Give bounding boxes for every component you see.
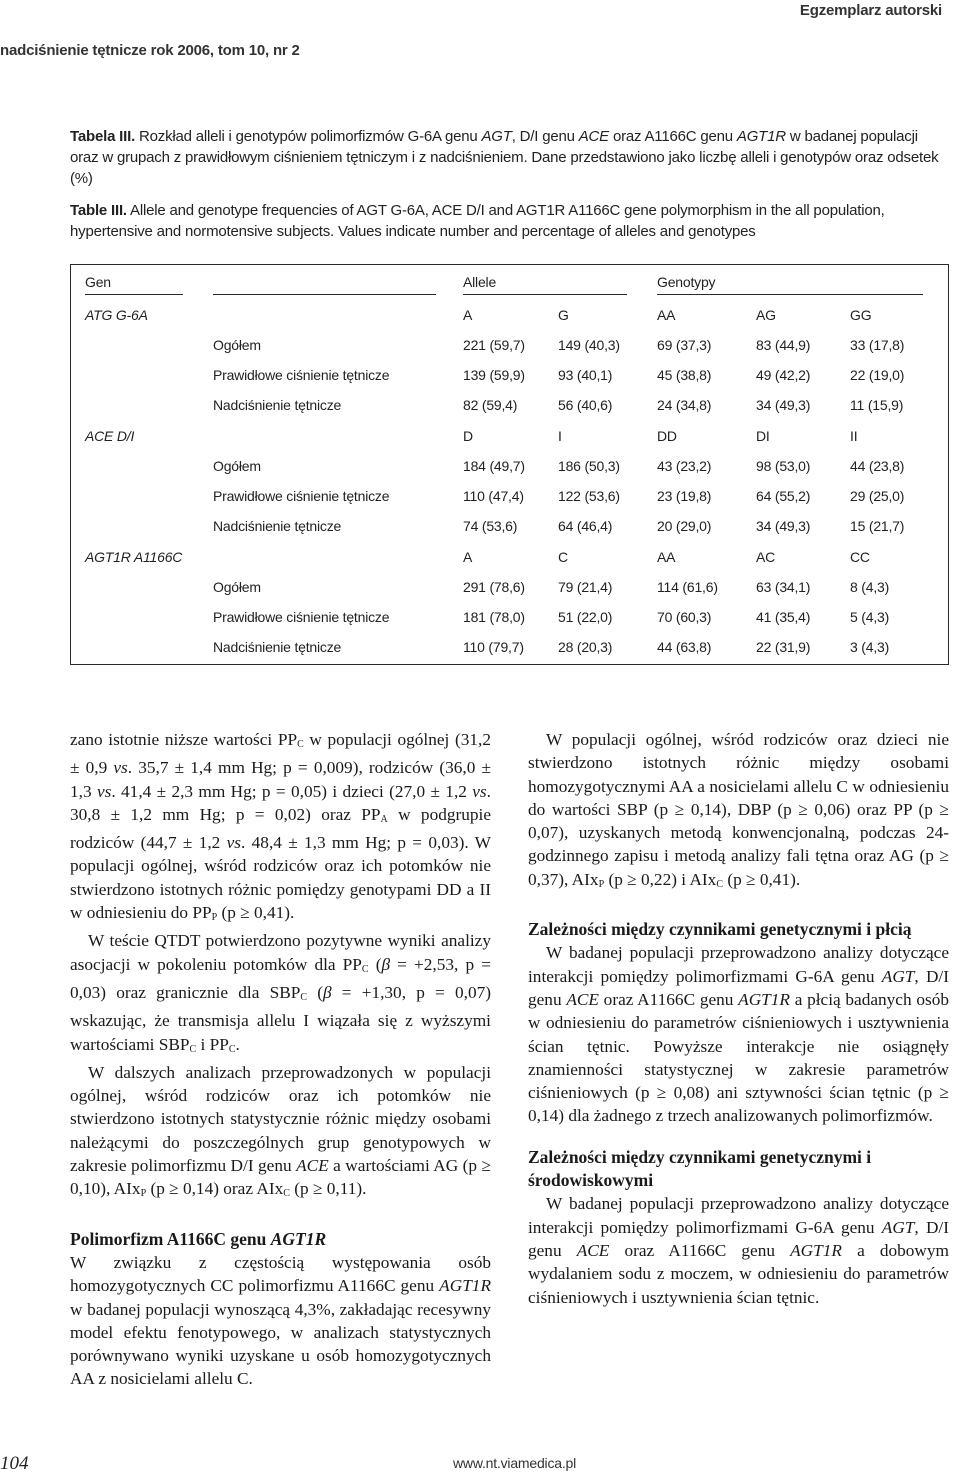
table-rule xyxy=(85,294,183,295)
paragraph: W populacji ogólnej, wśród rodziców oraz dzieci nie stwierdzono istotnych różnic między osobami homozygotycznymi AA a nosicielami allelu C w odniesieniu do wartości SBP (p ≥ 0,14), DBP (p ≥ 0,06) oraz PP (p ≥ 0,07), uzyskanych metodą konwencjonalną, podczas 24-godzinnego zapisu i metodą analizy fali tętna oraz AG (p ≥ 0,37), AIx$_P$ (p ≥ 0,22) i AIx$_C$ (p ≥ 0,41). xyxy=(528,730,949,890)
paragraph: W związku z częstością występowania osób homozygotycznych CC polimorfizmu A1166C genu AGT1R w badanej populacji wynoszącą 4,3%, zakładając recesywny model efektu fenotypowego, w analizach statystycznych porównywano wyniki uzyskane u osób homozygotycznych AA z nosicielami allelu C. xyxy=(70,1252,491,1389)
table-cell: 20 (29,0) xyxy=(657,518,712,534)
table-row-group: Ogółem xyxy=(213,579,261,595)
caption-label: Tabela III. xyxy=(70,128,136,145)
table-cell: 149 (40,3) xyxy=(558,337,620,353)
paragraph: zano istotnie niższe wartości $PP_C$ w populacji ogólnej (31,2 ± 0,9 vs. 35,7 ± 1,4 mm Hg; p = 0,009), rodziców (36,0 ± 1,3 vs. 41,4 ± 2,3 mm Hg; p = 0,05) i dzieci (27,0 ± 1,2 vs. 30,8 ± 1,2 mm Hg; p = 0,02) oraz $PP_A$ w podgrupie rodziców (44,7 ± 1,2 vs. 48,4 ± 1,3 mm Hg; p = 0,03). W populacji ogólnej, wśród rodziców oraz ich potomków nie stwierdzono istotnych różnic pomiędzy genotypami DD a II w odniesieniu do $PP_P$ (p ≥ 0,41). xyxy=(70,730,491,924)
table-header-genotypy: Genotypy xyxy=(657,274,716,290)
page-number: 104 xyxy=(0,1453,29,1474)
table-cell: 139 (59,9) xyxy=(463,367,525,383)
table-column-label: CC xyxy=(850,549,870,565)
table-column-label: C xyxy=(558,549,568,565)
table-cell: 29 (25,0) xyxy=(850,488,905,504)
section-heading: Zależności między czynnikami genetycznymi i płcią xyxy=(528,919,912,940)
table-rule xyxy=(657,294,923,295)
table-gene-label: AGT1R A1166C xyxy=(85,549,183,565)
caption-text: w badanej populacji oraz w grupach z prawidłowym ciśnieniem tętniczym i z nadciśnieniem. Dane przedstawiono jako liczbę alleli i genotypów oraz odsetek (%) xyxy=(70,128,939,187)
table-cell: 186 (50,3) xyxy=(558,458,620,474)
table-cell: 114 (61,6) xyxy=(657,579,718,595)
table-row-group: Nadciśnienie tętnicze xyxy=(213,639,342,655)
section-heading: Zależności między czynnikami genetycznymi i środowiskowymi xyxy=(528,1146,872,1191)
table-cell: 98 (53,0) xyxy=(756,458,811,474)
table-row-group: Prawidłowe ciśnienie tętnicze xyxy=(213,609,390,625)
table-row-group: Nadciśnienie tętnicze xyxy=(213,397,342,413)
table-cell: 15 (21,7) xyxy=(850,518,905,534)
paragraph: W teście QTDT potwierdzono pozytywne wyniki analizy asocjacji w pokoleniu potomków dla $PP_C$ (β = +2,53, p = 0,03) oraz granicznie dla $SBP_C$ (β = +1,30, p = 0,07) wskazując, że transmisja allelu I wiązała się z wyższymi wartościami $SBP_C$ i $PP_C$. xyxy=(70,931,491,1055)
table-cell: 22 (19,0) xyxy=(850,367,905,383)
table-row-group: Ogółem xyxy=(213,458,261,474)
caption-label: Table III. xyxy=(70,202,127,219)
table-gene-label: ACE D/I xyxy=(85,428,135,444)
table-cell: 221 (59,7) xyxy=(463,337,525,353)
table-column-label: II xyxy=(850,428,858,444)
gene-name: AGT xyxy=(481,128,512,145)
table-cell: 74 (53,6) xyxy=(463,518,518,534)
table-cell: 93 (40,1) xyxy=(558,367,613,383)
table-cell: 79 (21,4) xyxy=(558,579,613,595)
table-cell: 110 (79,7) xyxy=(463,639,524,655)
table-cell: 63 (34,1) xyxy=(756,579,811,595)
table-column-label: DI xyxy=(756,428,770,444)
table-cell: 291 (78,6) xyxy=(463,579,525,595)
table-cell: 3 (4,3) xyxy=(850,639,890,655)
table-cell: 41 (35,4) xyxy=(756,609,811,625)
table-row-group: Nadciśnienie tętnicze xyxy=(213,518,342,534)
footer-url: www.nt.viamedica.pl xyxy=(453,1455,577,1471)
table-header-gen: Gen xyxy=(85,274,111,290)
body-column-right xyxy=(528,728,949,1309)
table-row-group: Prawidłowe ciśnienie tętnicze xyxy=(213,367,390,383)
gene-name: AGT1R xyxy=(736,128,786,145)
table-rule xyxy=(463,294,627,295)
table-column-label: AG xyxy=(756,307,776,323)
body-column-left xyxy=(70,728,491,1391)
table-cell: 69 (37,3) xyxy=(657,337,712,353)
table-column-label: AA xyxy=(657,549,676,565)
paragraph: W badanej populacji przeprowadzono analizy dotyczące interakcji pomiędzy polimorfizmami G-6A genu AGT, D/I genu ACE oraz A1166C genu AGT1R a dobowym wydalaniem sodu z moczem, w odniesieniu do parametrów ciśnieniowych i usztywnienia ścian tętnic. xyxy=(528,1194,949,1307)
table-caption-english xyxy=(70,200,950,242)
table-cell: 51 (22,0) xyxy=(558,609,613,625)
table-cell: 83 (44,9) xyxy=(756,337,811,353)
journal-header: nadciśnienie tętnicze rok 2006, tom 10, nr 2 xyxy=(0,42,300,59)
table-cell: 184 (49,7) xyxy=(463,458,525,474)
section-heading: Polimorfizm A1166C genu AGT1R xyxy=(70,1228,327,1249)
table-cell: 43 (23,2) xyxy=(657,458,712,474)
table-cell: 122 (53,6) xyxy=(558,488,620,504)
table-cell: 56 (40,6) xyxy=(558,397,613,413)
table-cell: 45 (38,8) xyxy=(657,367,712,383)
table-column-label: A xyxy=(463,307,473,323)
table-column-label: D xyxy=(463,428,473,444)
table-cell: 49 (42,2) xyxy=(756,367,811,383)
table-cell: 64 (55,2) xyxy=(756,488,811,504)
table-cell: 44 (63,8) xyxy=(657,639,712,655)
caption-text: , D/I genu xyxy=(511,128,579,145)
table-caption-polish xyxy=(70,126,950,189)
table-cell: 64 (46,4) xyxy=(558,518,613,534)
table-cell: 8 (4,3) xyxy=(850,579,890,595)
caption-text: oraz A1166C genu xyxy=(609,128,737,145)
table-cell: 33 (17,8) xyxy=(850,337,905,353)
table-gene-label: ATG G-6A xyxy=(85,307,148,323)
table-column-label: I xyxy=(558,428,562,444)
paragraph: W badanej populacji przeprowadzono analizy dotyczące interakcji pomiędzy polimorfizmami G-6A genu AGT, D/I genu ACE oraz A1166C genu AGT1R a płcią badanych osób w odniesieniu do parametrów ciśnieniowych i usztywnienia ścian tętnic. Powyższe interakcje nie osiągnęły znamienności statystycznej w zakresie parametrów ciśnieniowych (p ≥ 0,08) ani sztywności ścian tętnic (p ≥ 0,14) dla żadnego z trzech analizowanych polimorfizmów. xyxy=(528,943,949,1126)
table-cell: 23 (19,8) xyxy=(657,488,712,504)
table-cell: 44 (23,8) xyxy=(850,458,905,474)
table-cell: 181 (78,0) xyxy=(463,609,525,625)
table-cell: 5 (4,3) xyxy=(850,609,890,625)
watermark-text: Egzemplarz autorski xyxy=(799,2,942,19)
data-table xyxy=(70,264,949,665)
table-cell: 70 (60,3) xyxy=(657,609,712,625)
table-cell: 28 (20,3) xyxy=(558,639,613,655)
gene-name: ACE xyxy=(578,128,609,145)
table-cell: 22 (31,9) xyxy=(756,639,811,655)
table-cell: 34 (49,3) xyxy=(756,518,811,534)
table-cell: 24 (34,8) xyxy=(657,397,712,413)
table-row-group: Prawidłowe ciśnienie tętnicze xyxy=(213,488,390,504)
table-row-group: Ogółem xyxy=(213,337,261,353)
table-column-label: GG xyxy=(850,307,872,323)
table-column-label: A xyxy=(463,549,473,565)
table-cell: 82 (59,4) xyxy=(463,397,518,413)
caption-text: Allele and genotype frequencies of AGT G-6A, ACE D/I and AGT1R A1166C gene polymorphism in the all population, hypertensive and normotensive subjects. Values indicate number and percentage of alleles and genotypes xyxy=(70,202,885,240)
table-cell: 11 (15,9) xyxy=(850,397,904,413)
table-column-label: DD xyxy=(657,428,677,444)
table-column-label: G xyxy=(558,307,569,323)
caption-text: Rozkład alleli i genotypów polimorfizmów G-6A genu xyxy=(135,128,482,145)
paragraph: W dalszych analizach przeprowadzonych w populacji ogólnej, wśród rodziców oraz ich potomków nie stwierdzono istotnych statystycznie różnic między osobami należącymi do poszczególnych grup genotypowych w zakresie polimorfizmu D/I genu ACE a wartościami AG (p ≥ 0,10), AIx$_P$ (p ≥ 0,14) oraz AIx$_C$ (p ≥ 0,11). xyxy=(70,1062,491,1200)
table-header-allele: Allele xyxy=(463,274,497,290)
table-rule xyxy=(213,294,436,295)
table-column-label: AA xyxy=(657,307,676,323)
table-cell: 34 (49,3) xyxy=(756,397,811,413)
table-cell: 110 (47,4) xyxy=(463,488,524,504)
table-column-label: AC xyxy=(756,549,776,565)
